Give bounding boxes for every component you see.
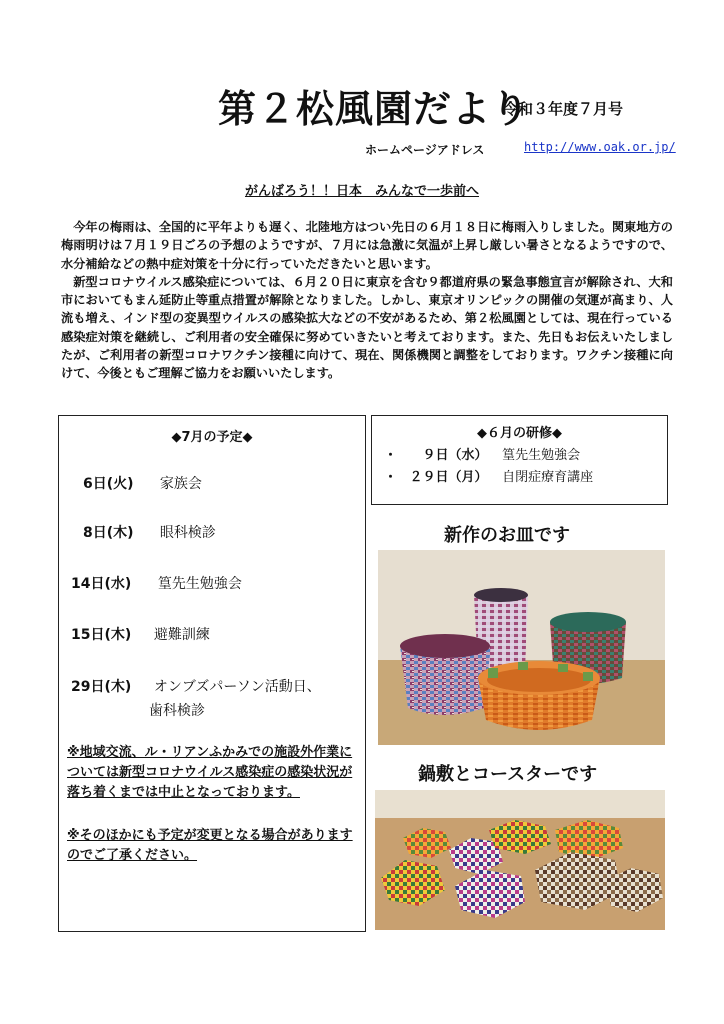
homepage-link[interactable]: http://www.oak.or.jp/ <box>524 140 676 154</box>
training-item <box>384 444 580 463</box>
june-training-title: ◆６月の研修◆ <box>477 426 562 441</box>
intro-paragraph: 今年の梅雨は、全国的に平年よりも遅く、北陸地方はつい先日の６月１８日に梅雨入りしました。関東地方の梅雨明けは７月１９日ごろの予想のようですが、７月には急激に気温が上昇し厳しい暑さとなるようですので、水分補給などの熱中症対策を十分に行っていただきたいと思います。 <box>61 220 673 271</box>
schedule-item <box>71 624 210 644</box>
baskets-illustration <box>378 550 665 745</box>
training-event: 自閉症療育講座 <box>502 470 594 485</box>
intro-paragraph: 新型コロナウイルス感染症については、６月２０日に東京を含む９都道府県の緊急事態宣言が解除され、大和市においてもまん延防止等重点措置が解除となりました。しかし、東京オリンピックの開催の気運が高まり、人流も増え、インド型の変異型ウイルスの感染拡大などの不安があるため、第２松風園としては、現在行っている感染症対策を継続し、ご利用者の安全確保に努めていきたいと考えております。また、先日もお伝えいたしましたが、ご利用者の新型コロナワクチン接種に向けて、現在、関係機関と調整をしております。ワクチン接種に向けて、今後ともご理解ご協力をお願いいたします。 <box>61 274 673 381</box>
schedule-item <box>71 573 242 593</box>
newsletter-title: 第２松風園だより <box>218 87 531 131</box>
trivets-illustration <box>375 790 665 930</box>
schedule-item <box>83 522 216 542</box>
schedule-event: 家族会 <box>159 476 202 492</box>
schedule-date: 14日(水) <box>71 576 132 592</box>
schedule-note-text: ※そのほかにも予定が変更となる場合がありますのでご了承ください。 <box>67 828 353 863</box>
schedule-event: オンブズパーソン活動日、 <box>153 679 321 695</box>
schedule-date: 15日(木) <box>71 627 132 643</box>
training-bullet: ・ <box>384 448 398 463</box>
july-schedule-title: ◆7月の予定◆ <box>171 430 253 445</box>
schedule-date: 8日(木) <box>83 525 134 541</box>
schedule-note <box>67 743 359 803</box>
training-date: ２９日（月） <box>409 470 488 485</box>
training-event: 篁先生勉強会 <box>502 448 581 463</box>
schedule-note-text: ※地域交流、ル・リアンふかみでの施設外作業については新型コロナウイルス感染症の感染状況が落ち着くまでは中止となっております。 <box>67 745 353 800</box>
training-date: ９日（水） <box>422 448 488 463</box>
schedule-date: 29日(木) <box>71 679 132 695</box>
schedule-event: 眼科検診 <box>159 525 216 541</box>
july-schedule-box <box>58 415 366 932</box>
schedule-event: 篁先生勉強会 <box>157 576 242 592</box>
schedule-item-continued <box>149 700 205 720</box>
schedule-date: 6日(火) <box>83 476 134 492</box>
photo-caption-trivets: 鍋敷とコースターです <box>418 764 598 785</box>
schedule-item <box>71 676 321 696</box>
intro-text <box>61 218 673 383</box>
schedule-event: 避難訓練 <box>153 627 210 643</box>
training-bullet: ・ <box>384 470 398 485</box>
schedule-item <box>83 473 202 493</box>
homepage-label: ホームページアドレス <box>365 143 485 157</box>
photo-caption-baskets: 新作のお皿です <box>444 525 570 546</box>
training-item <box>384 466 593 485</box>
baskets-photo <box>378 550 665 745</box>
trivets-photo <box>375 790 665 930</box>
june-training-box <box>371 415 668 505</box>
schedule-event: 歯科検診 <box>149 703 205 719</box>
slogan: がんばろう！！日本 みんなで一歩前へ <box>244 184 479 199</box>
schedule-note <box>67 826 359 866</box>
issue-label: 令和３年度７月号 <box>503 100 624 118</box>
